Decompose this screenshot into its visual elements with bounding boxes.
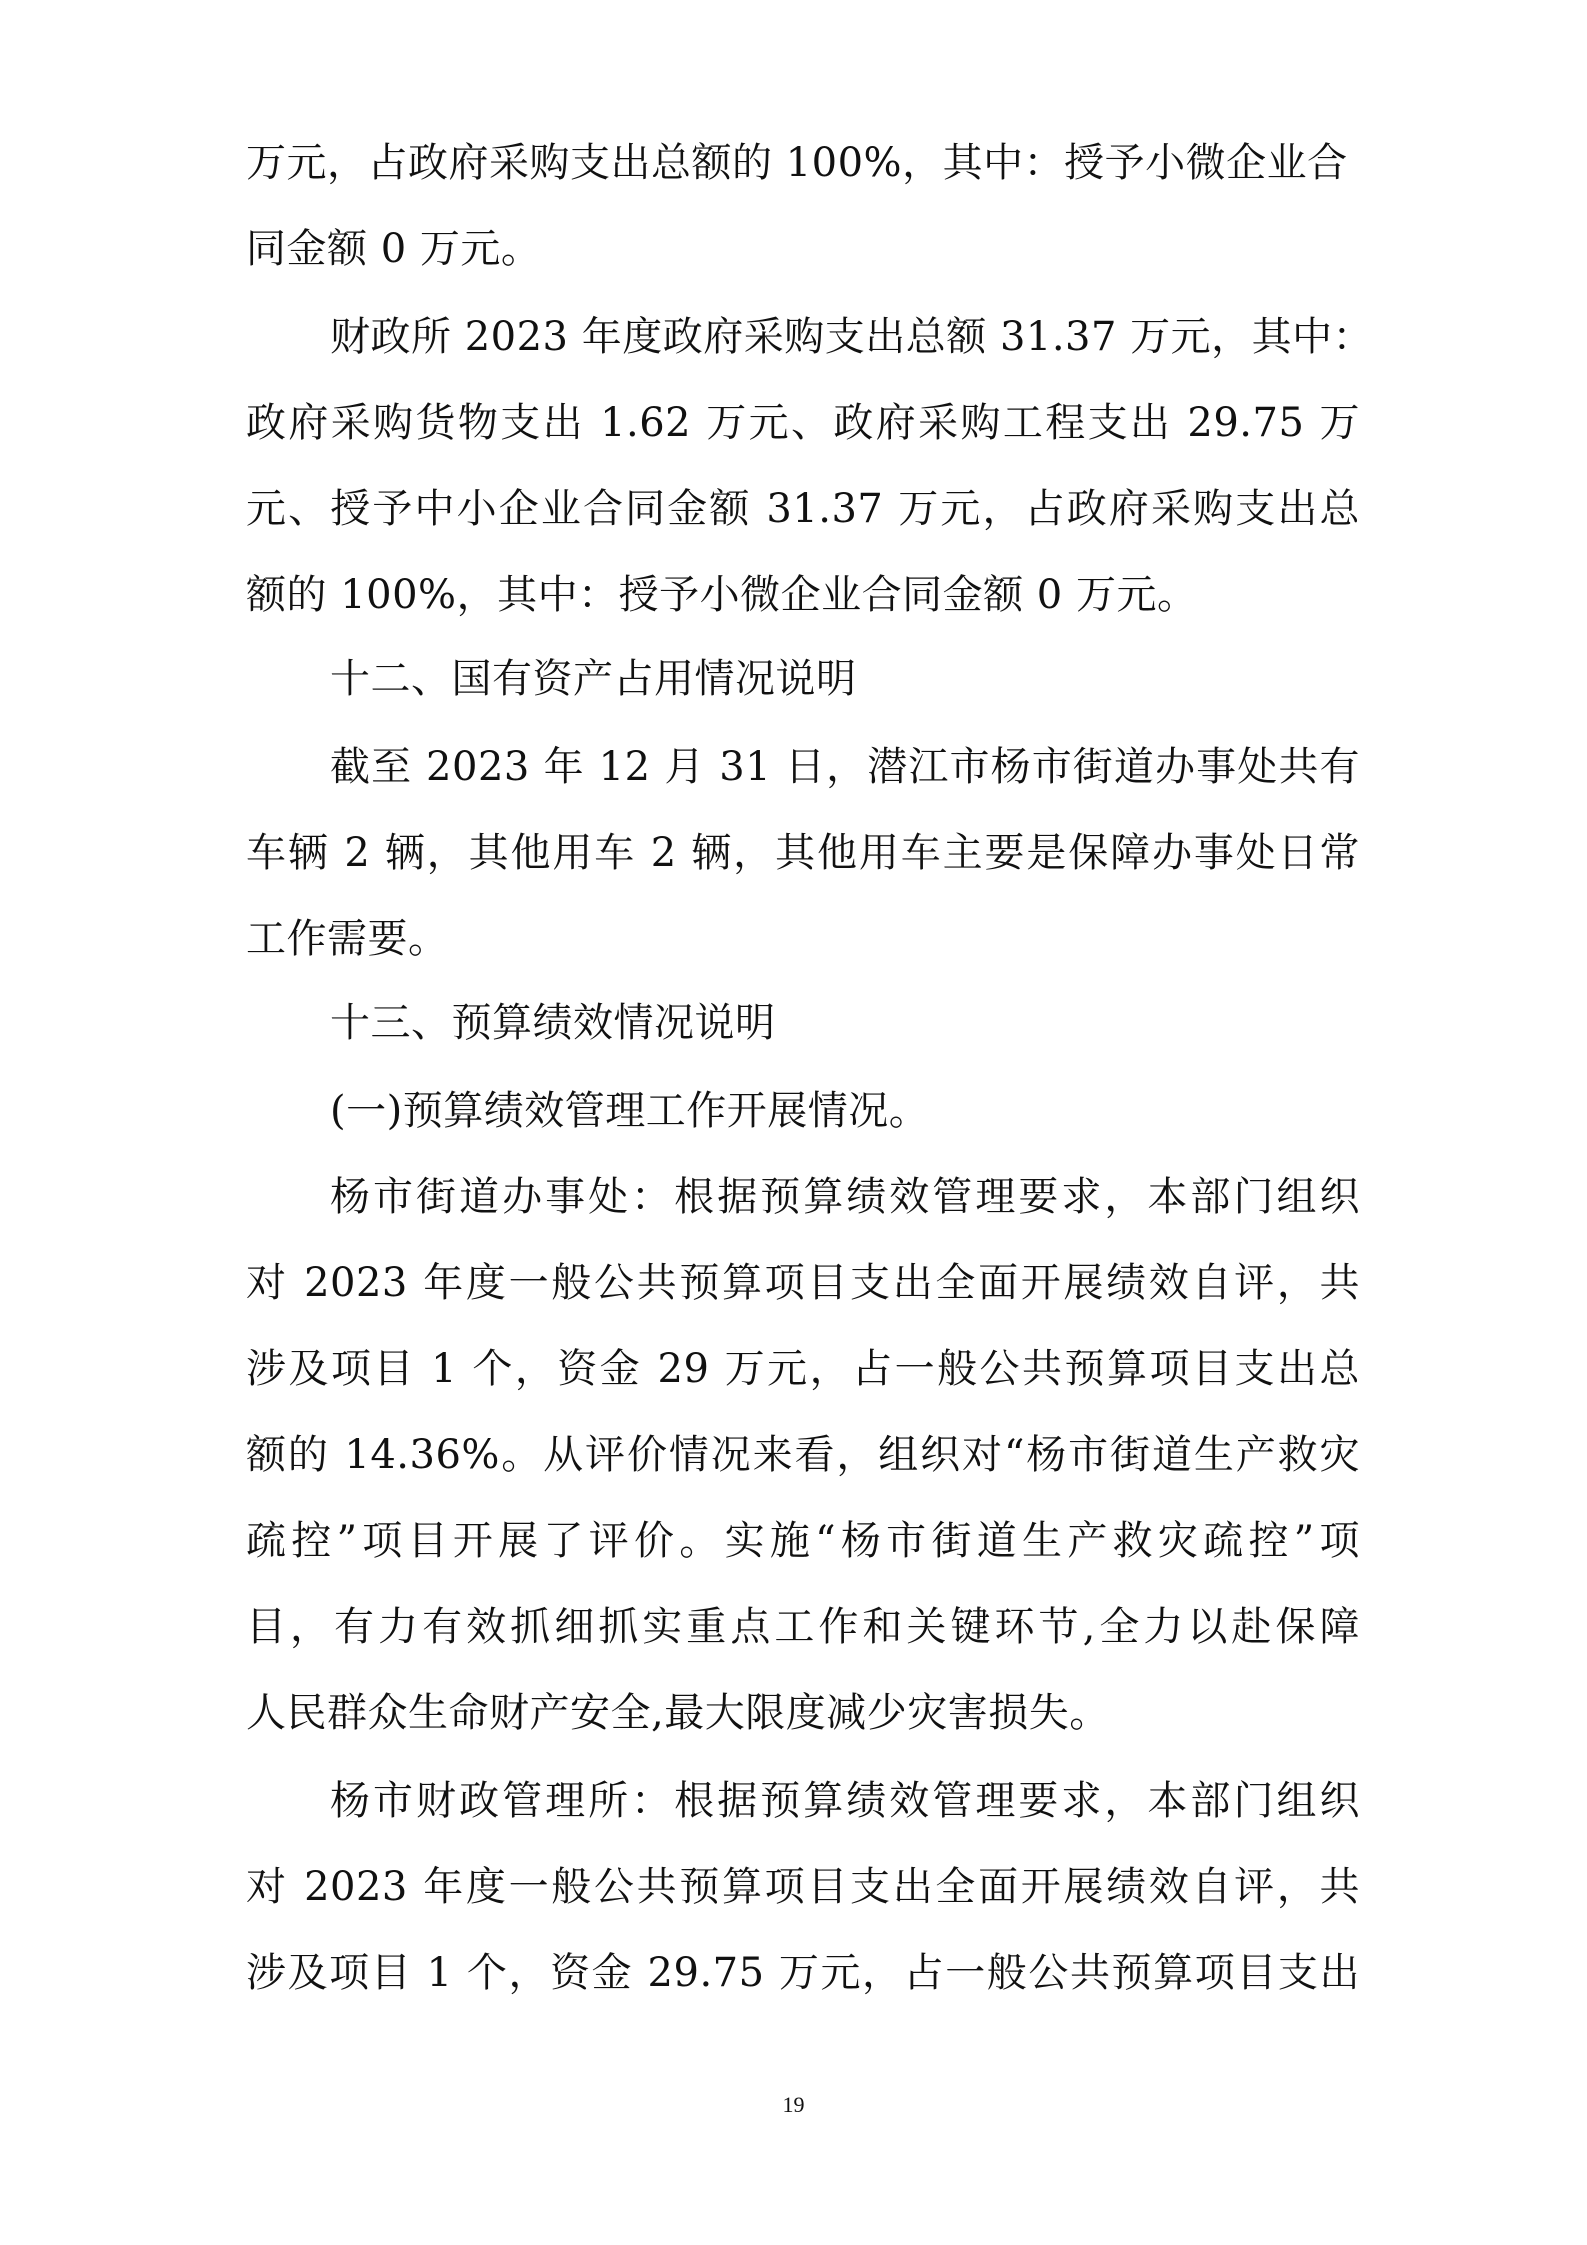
subsection-heading: (一)预算绩效管理工作开展情况。 (330, 1088, 930, 1134)
paragraph-line: 万元，占政府采购支出总额的 100%，其中：授予小微企业合 (246, 140, 1348, 186)
paragraph-line: 杨市街道办事处：根据预算绩效管理要求，本部门组织 (330, 1174, 1360, 1220)
paragraph-line: 截至 2023 年 12 月 31 日，潜江市杨市街道办事处共有 (330, 744, 1360, 790)
paragraph-line: 同金额 0 万元。 (246, 226, 542, 272)
paragraph-line: 涉及项目 1 个，资金 29.75 万元，占一般公共预算项目支出 (246, 1950, 1360, 1996)
page-number: 19 (782, 2092, 805, 2117)
paragraph-line: 车辆 2 辆，其他用车 2 辆，其他用车主要是保障办事处日常 (246, 830, 1360, 876)
paragraph-line: 目，有力有效抓细抓实重点工作和关键环节,全力以赴保障 (246, 1604, 1360, 1650)
paragraph-line: 疏控”项目开展了评价。实施“杨市街道生产救灾疏控”项 (246, 1518, 1360, 1564)
paragraph-line: 额的 100%，其中：授予小微企业合同金额 0 万元。 (246, 572, 1198, 618)
paragraph-line: 涉及项目 1 个，资金 29 万元，占一般公共预算项目支出总 (246, 1346, 1360, 1392)
paragraph-line: 杨市财政管理所：根据预算绩效管理要求，本部门组织 (330, 1778, 1360, 1824)
paragraph-line: 元、授予中小企业合同金额 31.37 万元，占政府采购支出总 (246, 486, 1360, 532)
section-heading: 十三、预算绩效情况说明 (330, 1000, 776, 1046)
section-heading: 十二、国有资产占用情况说明 (330, 656, 857, 702)
paragraph-line: 财政所 2023 年度政府采购支出总额 31.37 万元，其中： (330, 314, 1374, 360)
paragraph-line: 对 2023 年度一般公共预算项目支出全面开展绩效自评，共 (246, 1864, 1360, 1910)
paragraph-line: 人民群众生命财产安全,最大限度减少灾害损失。 (246, 1690, 1110, 1736)
paragraph-line: 额的 14.36%。从评价情况来看，组织对“杨市街道生产救灾 (246, 1432, 1360, 1478)
paragraph-line: 工作需要。 (246, 916, 449, 962)
paragraph-line: 政府采购货物支出 1.62 万元、政府采购工程支出 29.75 万 (246, 400, 1360, 446)
paragraph-line: 对 2023 年度一般公共预算项目支出全面开展绩效自评，共 (246, 1260, 1360, 1306)
